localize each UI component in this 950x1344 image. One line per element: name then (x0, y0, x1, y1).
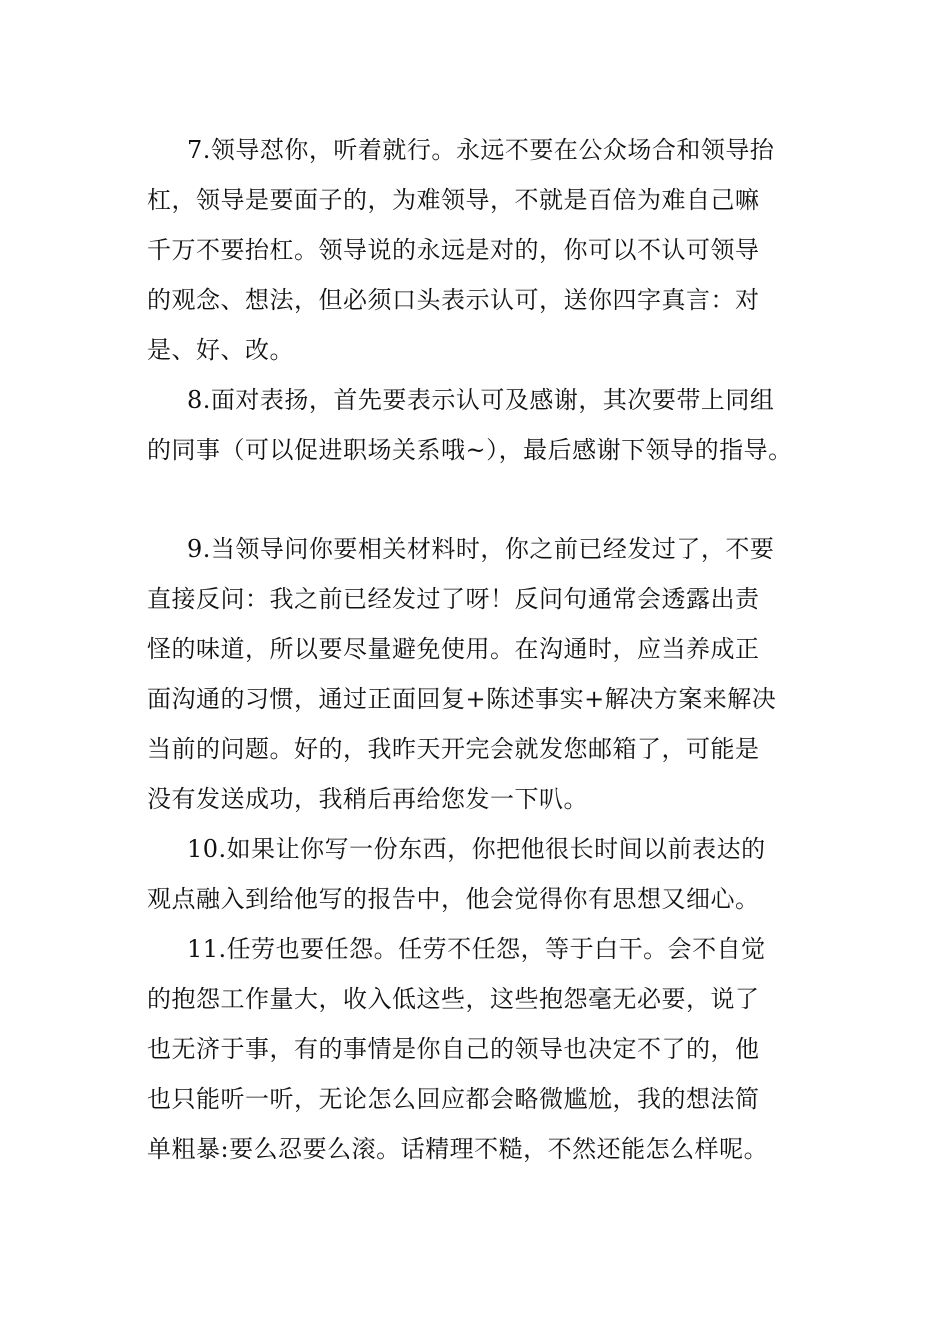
paragraph-line: 面沟通的习惯，通过正面回复+陈述事实+解决方案来解决 (147, 685, 777, 713)
paragraph-line: 单粗暴:要么忍要么滚。话精理不糙，不然还能怎么样呢。 (147, 1135, 769, 1163)
paragraph-line: 千万不要抬杠。领导说的永远是对的，你可以不认可领导 (147, 236, 760, 264)
paragraph-line: 的观念、想法，但必须口头表示认可，送你四字真言：对 (147, 286, 760, 314)
paragraph-line: 也只能听一听，无论怎么回应都会略微尴尬，我的想法简 (147, 1085, 760, 1113)
paragraph-line: 也无济于事，有的事情是你自己的领导也决定不了的，他 (147, 1035, 760, 1063)
paragraph-line: 10.如果让你写一份东西，你把他很长时间以前表达的 (187, 835, 766, 863)
paragraph-line: 怪的味道，所以要尽量避免使用。在沟通时，应当养成正 (147, 635, 760, 663)
paragraph-line: 当前的问题。好的，我昨天开完会就发您邮箱了，可能是 (147, 735, 760, 763)
paragraph-line: 11.任劳也要任怨。任劳不任怨，等于白干。会不自觉 (187, 935, 766, 963)
paragraph-line: 的同事（可以促进职场关系哦~），最后感谢下领导的指导。 (147, 436, 793, 464)
paragraph-line: 7.领导怼你，听着就行。永远不要在公众场合和领导抬 (187, 136, 775, 164)
paragraph-line: 杠，领导是要面子的，为难领导，不就是百倍为难自己嘛 (147, 186, 760, 214)
paragraph-line: 是、好、改。 (147, 336, 294, 364)
paragraph-line: 没有发送成功，我稍后再给您发一下叭。 (147, 785, 588, 813)
paragraph-line: 观点融入到给他写的报告中，他会觉得你有思想又细心。 (147, 885, 760, 913)
paragraph-line: 直接反问：我之前已经发过了呀！反问句通常会透露出责 (147, 585, 760, 613)
paragraph-line: 8.面对表扬，首先要表示认可及感谢，其次要带上同组 (187, 386, 775, 414)
paragraph-line: 的抱怨工作量大，收入低这些，这些抱怨毫无必要，说了 (147, 985, 760, 1013)
paragraph-line: 9.当领导问你要相关材料时，你之前已经发过了，不要 (187, 535, 775, 563)
